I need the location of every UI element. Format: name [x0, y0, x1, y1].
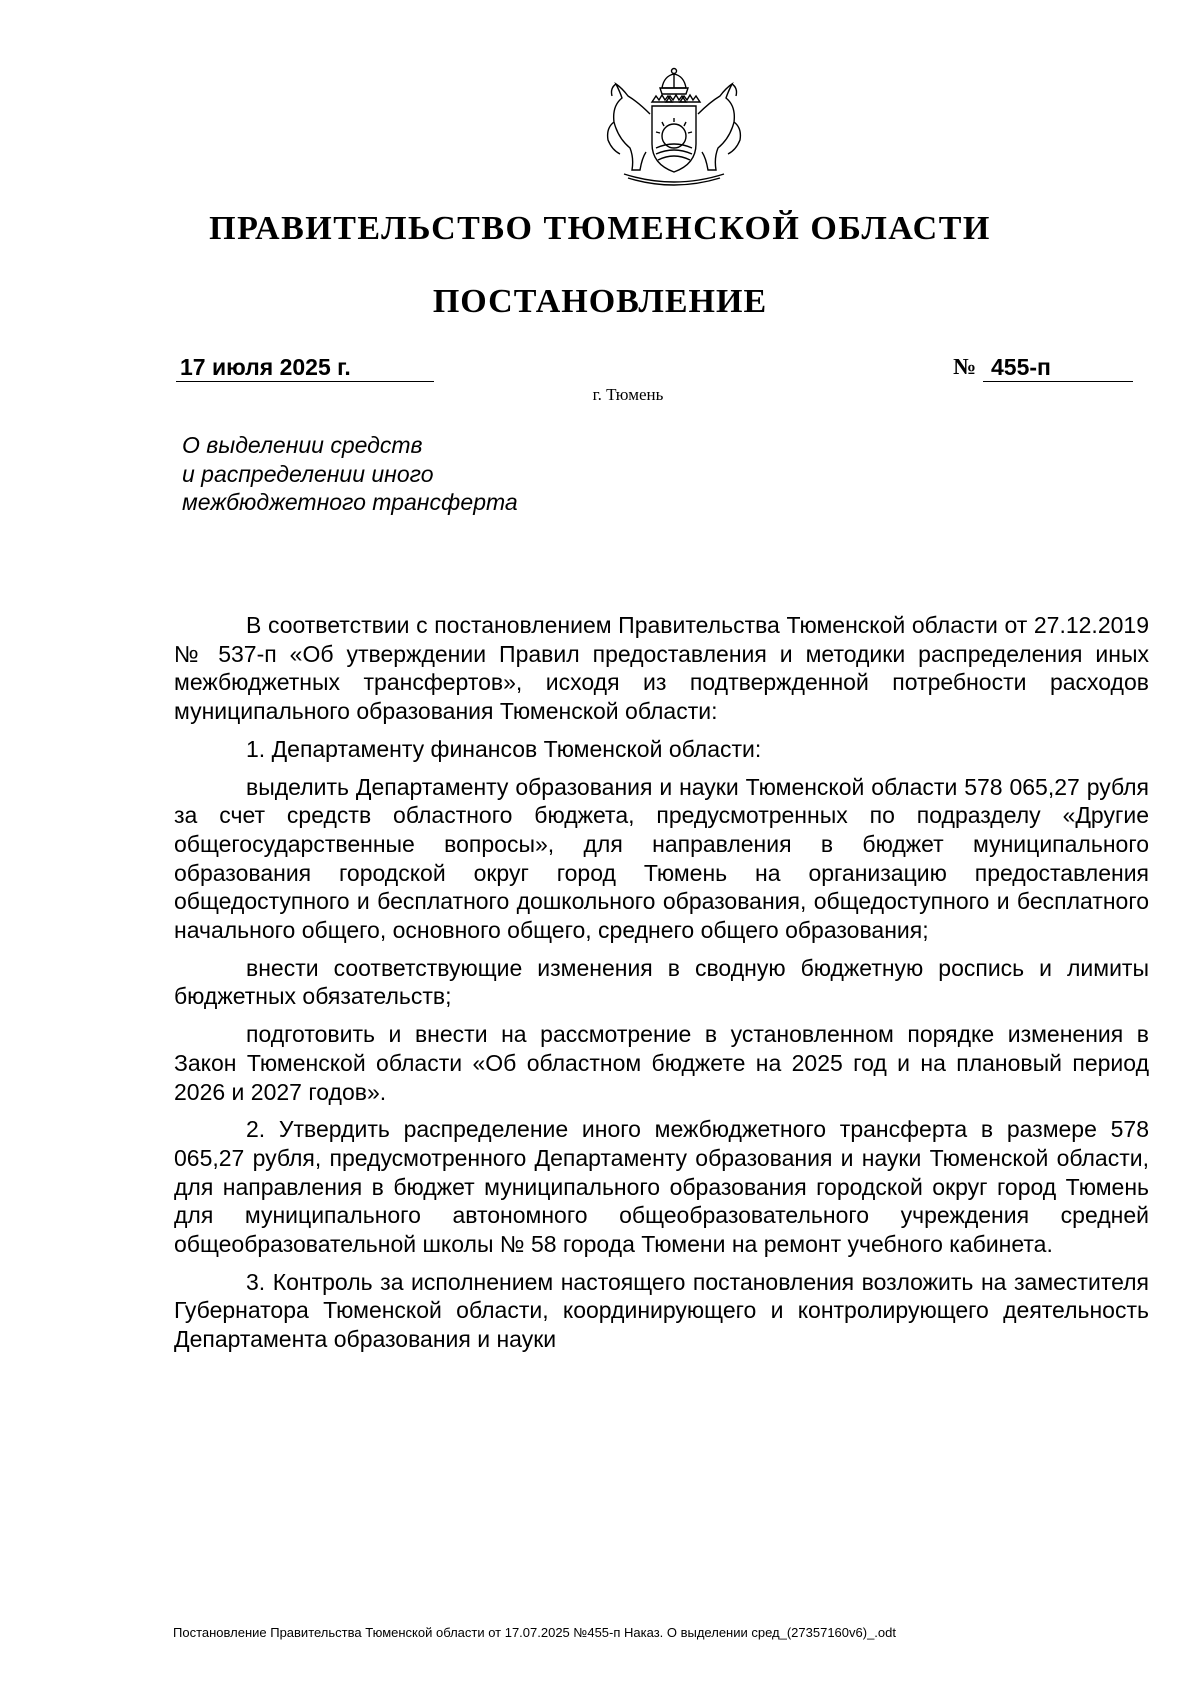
document-type-title: ПОСТАНОВЛЕНИЕ	[432, 283, 768, 320]
body-paragraph: подготовить и внести на рассмотрение в установленном порядке изменения в Закон Тюменской области «Об областном бюджете на 2025 год и на плановый период 2026 и 2027 годов».	[174, 1021, 1149, 1105]
body-paragraph: выделить Департаменту образования и науки Тюменской области 578 065,27 рубля за счет средств областного бюджета, предусмотренных по подразделу «Другие общегосударственные вопросы», для направления в бюджет муниципального образования городской округ город Тюмень на организацию предоставления общедоступного и бесплатного дошкольного образования, общедоступного и бесплатного начального общего, основного общего, среднего общего образования;	[174, 773, 1149, 944]
document-date: 17 июля 2025 г.	[176, 353, 434, 382]
document-number-field	[953, 353, 1135, 382]
coat-of-arms-icon	[594, 66, 754, 191]
body-paragraph: 2. Утвердить распределение иного межбюджетного трансферта в размере 578 065,27 рубля, предусмотренного Департаменту образования и науки Тюменской области, для направления в бюджет муниципального образования городской округ город Тюмень для муниципального автономного общеобразовательного учреждения средней общеобразовательной школы № 58 города Тюмени на ремонт учебного кабинета.	[174, 1116, 1149, 1258]
document-footer: Постановление Правительства Тюменской области от 17.07.2025 №455-п Наказ. О выделении сред_(27357160v6)_.odt	[173, 1625, 896, 1640]
body-paragraph: В соответствии с постановлением Правительства Тюменской области от 27.12.2019 № 537-п «Об утверждении Правил предоставления и методики распределения иных межбюджетных трансфертов», исходя из подтвержденной потребности расходов муниципального образования Тюменской области:	[174, 612, 1149, 725]
subject-line: О выделении средств	[182, 432, 423, 458]
document-body	[174, 611, 1149, 1363]
subject-line: и распределении иного	[182, 460, 434, 487]
subject-line: межбюджетного трансферта	[182, 489, 518, 515]
document-number: 455-п	[983, 353, 1133, 382]
document-subject	[182, 431, 682, 517]
body-paragraph: 1. Департаменту финансов Тюменской области:	[246, 735, 762, 762]
body-paragraph: 3. Контроль за исполнением настоящего постановления возложить на заместителя Губернатора Тюменской области, координирующего и контролирующего деятельность Департамента образования и науки	[174, 1268, 1149, 1353]
body-paragraph: внести соответствующие изменения в сводную бюджетную роспись и лимиты бюджетных обязательств;	[174, 954, 1149, 1010]
city-label: г. Тюмень	[592, 385, 664, 404]
organization-title: ПРАВИТЕЛЬСТВО ТЮМЕНСКОЙ ОБЛАСТИ	[209, 210, 991, 247]
number-sign: №	[953, 354, 977, 379]
